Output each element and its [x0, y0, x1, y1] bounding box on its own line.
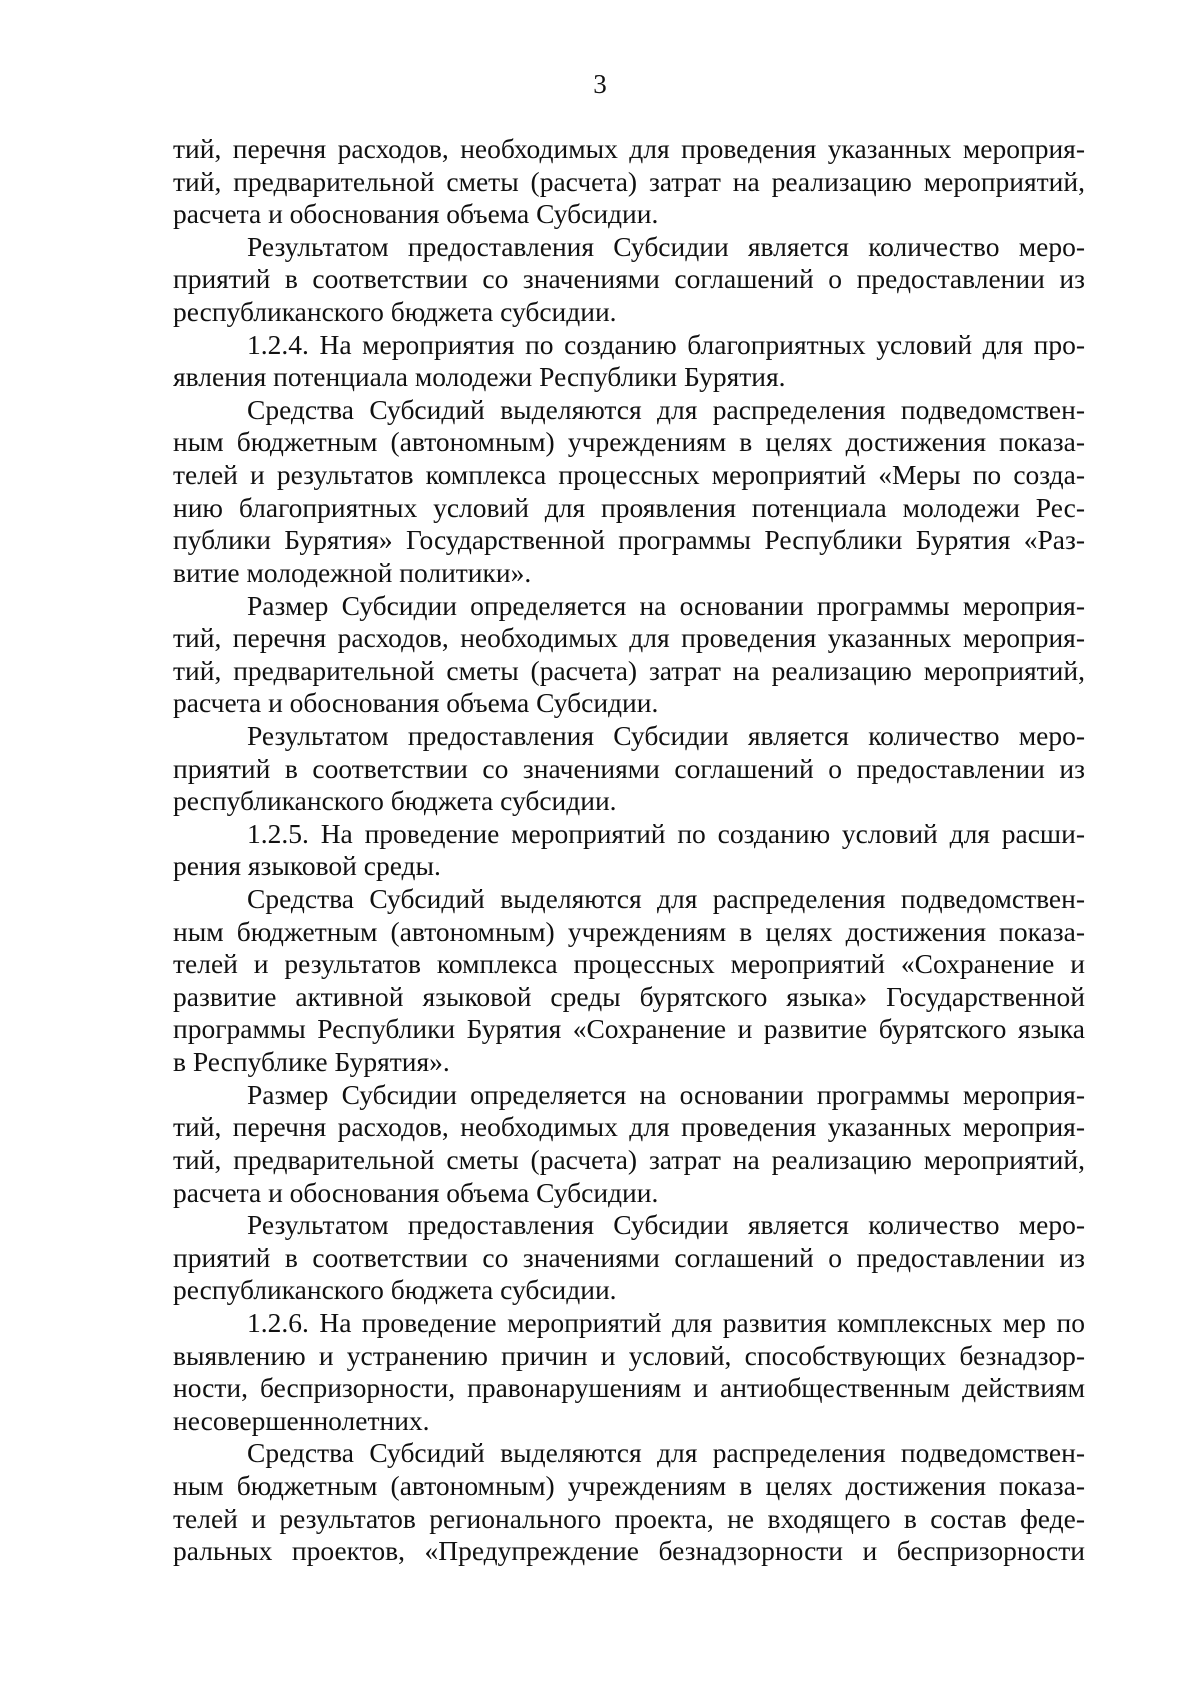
text-line: явления потенциала молодежи Республики Бурятия.: [173, 361, 786, 393]
text-line: Средства Субсидий выделяются для распределения подведомствен-: [247, 883, 1085, 915]
text-line: расчета и обоснования объема Субсидии.: [173, 198, 659, 230]
text-line: ным бюджетным (автономным) учреждениям в целях достижения показа-: [173, 915, 1085, 947]
text-line: Размер Субсидии определяется на основании программы мероприя-: [247, 1078, 1085, 1110]
text-line: ным бюджетным (автономным) учреждениям в целях достижения показа-: [173, 426, 1085, 458]
text-line: Результатом предоставления Субсидии является количество меро-: [247, 1209, 1085, 1241]
text-line: ным бюджетным (автономным) учреждениям в целях достижения показа-: [173, 1469, 1085, 1501]
text-line: тий, перечня расходов, необходимых для проведения указанных мероприя-: [173, 133, 1085, 164]
text-line: 1.2.6. На проведение мероприятий для развития комплексных мер по: [247, 1306, 1085, 1338]
text-line: тий, предварительной сметы (расчета) затрат на реализацию мероприятий,: [173, 165, 1085, 197]
text-line: Результатом предоставления Субсидии является количество меро-: [247, 719, 1085, 751]
text-line: 1.2.4. На мероприятия по созданию благоприятных условий для про-: [247, 328, 1085, 360]
text-line: республиканского бюджета субсидии.: [173, 1274, 617, 1306]
text-line: в Республике Бурятия».: [173, 1046, 450, 1078]
text-line: тий, перечня расходов, необходимых для проведения указанных мероприя-: [173, 622, 1085, 654]
text-line: выявлению и устранению причин и условий, способствующих безнадзор-: [173, 1339, 1085, 1371]
text-line: рения языковой среды.: [173, 850, 441, 882]
text-line: республиканского бюджета субсидии.: [173, 785, 617, 817]
document-body: [173, 133, 1085, 1568]
text-line: тий, предварительной сметы (расчета) затрат на реализацию мероприятий,: [173, 654, 1085, 686]
text-line: 1.2.5. На проведение мероприятий по созданию условий для расши-: [247, 817, 1085, 849]
text-line: ральных проектов, «Предупреждение безнадзорности и беспризорности: [173, 1535, 1085, 1567]
text-line: нию благоприятных условий для проявления потенциала молодежи Рес-: [173, 491, 1085, 523]
text-line: расчета и обоснования объема Субсидии.: [173, 1176, 659, 1208]
text-line: Результатом предоставления Субсидии является количество меро-: [247, 230, 1085, 262]
text-line: приятий в соответствии со значениями соглашений о предоставлении из: [173, 263, 1085, 295]
text-line: Средства Субсидий выделяются для распределения подведомствен-: [247, 393, 1085, 425]
text-line: развитие активной языковой среды бурятского языка» Государственной: [173, 980, 1085, 1012]
text-line: ности, беспризорности, правонарушениям и антиобщественным действиям: [173, 1372, 1085, 1404]
text-line: приятий в соответствии со значениями соглашений о предоставлении из: [173, 752, 1085, 784]
text-line: тий, предварительной сметы (расчета) затрат на реализацию мероприятий,: [173, 1143, 1085, 1175]
text-line: несовершеннолетних.: [173, 1404, 430, 1436]
page-number: 3: [593, 69, 607, 99]
text-line: Средства Субсидий выделяются для распределения подведомствен-: [247, 1437, 1085, 1469]
text-line: Размер Субсидии определяется на основании программы мероприя-: [247, 589, 1085, 621]
text-line: расчета и обоснования объема Субсидии.: [173, 687, 659, 719]
text-line: телей и результатов комплекса процессных мероприятий «Меры по созда-: [173, 459, 1085, 491]
text-line: публики Бурятия» Государственной программы Республики Бурятия «Раз-: [173, 524, 1085, 556]
text-line: республиканского бюджета субсидии.: [173, 296, 617, 328]
text-line: приятий в соответствии со значениями соглашений о предоставлении из: [173, 1241, 1085, 1273]
text-line: витие молодежной политики».: [173, 556, 532, 588]
text-line: программы Республики Бурятия «Сохранение и развитие бурятского языка: [173, 1013, 1085, 1045]
text-line: тий, перечня расходов, необходимых для проведения указанных мероприя-: [173, 1111, 1085, 1143]
text-line: телей и результатов комплекса процессных мероприятий «Сохранение и: [173, 948, 1085, 980]
text-line: телей и результатов регионального проекта, не входящего в состав феде-: [173, 1502, 1085, 1534]
